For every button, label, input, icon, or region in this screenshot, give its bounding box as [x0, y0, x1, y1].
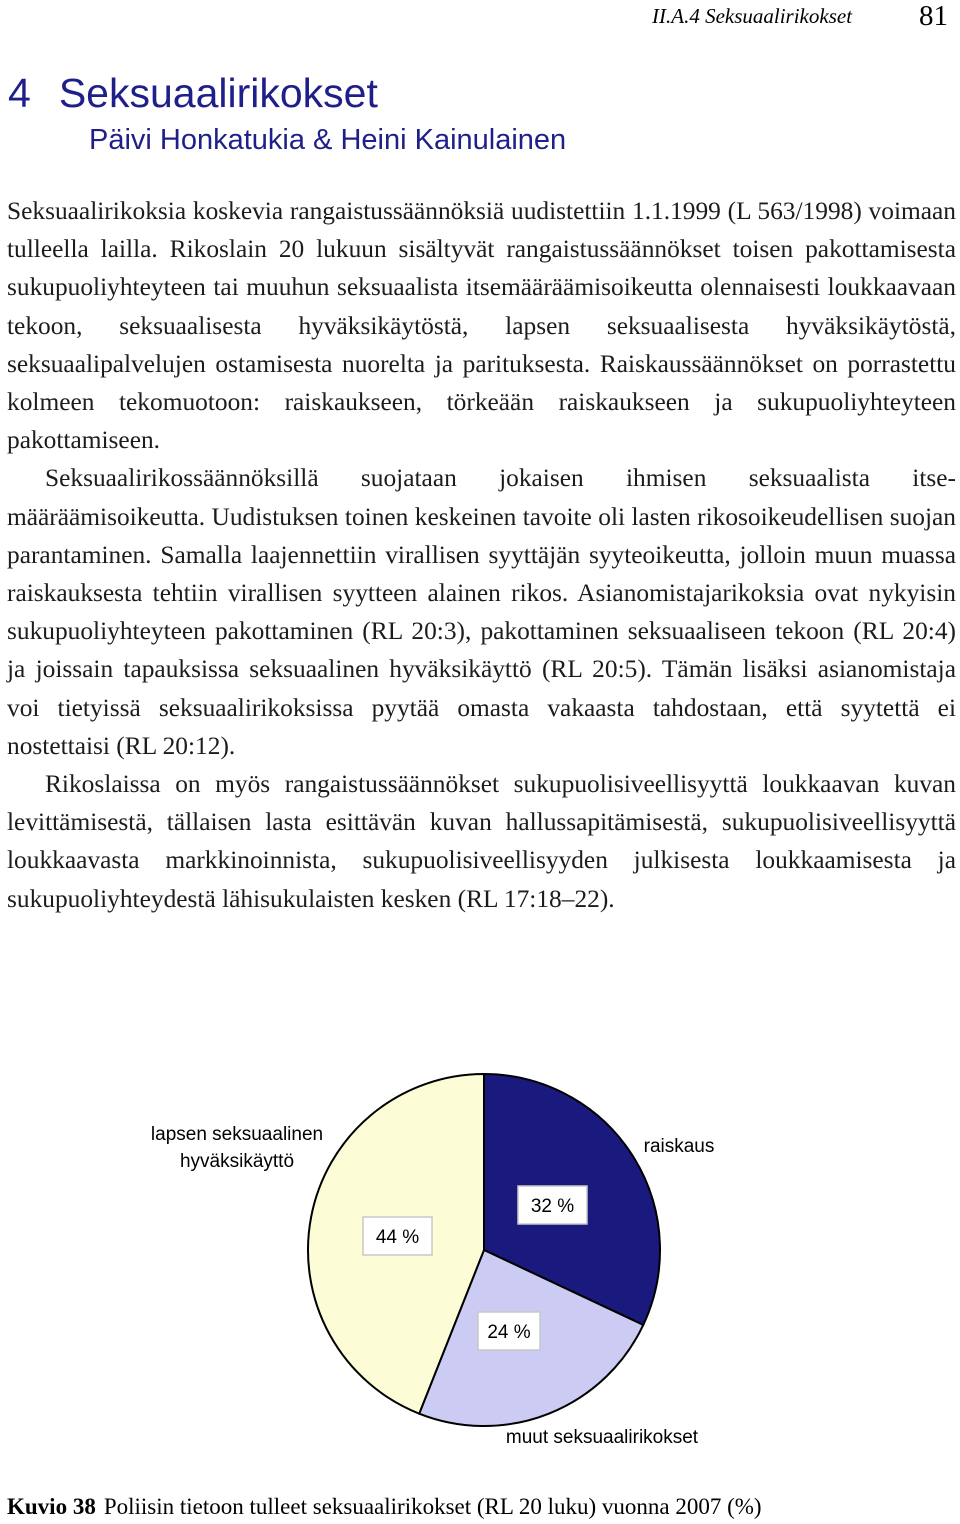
slice-label-lapsen: [151, 1124, 323, 1172]
caption-text: Poliisin tietoon tulleet seksuaalirikokset (RL 20 luku) vuonna 2007 (%): [103, 1494, 762, 1519]
slice-label-text: lapsen seksuaalinen: [150, 1124, 324, 1145]
pie-slices: [308, 1074, 660, 1426]
slice-label-text: muut seksuaalirikokset: [505, 1427, 699, 1448]
running-head: [652, 0, 948, 30]
data-label-text: 32 %: [530, 1196, 575, 1217]
slice-label-text: raiskaus: [643, 1136, 715, 1157]
data-label-text: 44 %: [375, 1227, 420, 1248]
chapter-heading: [8, 70, 378, 117]
chapter-number: 4: [8, 70, 31, 116]
slice-label-muut: [506, 1427, 699, 1448]
data-label-text: 24 %: [487, 1322, 531, 1343]
data-label-44: [363, 1217, 432, 1255]
paragraph: Rikoslaissa on myös rangaistussäännökset sukupuolisiveellisyyttä loukkaavan kuvan levittämisestä, tällaisen lasta esittävän kuvan hallussapitämisestä, sukupuolisiveellisyyttä loukkaavasta markkinoinnista, sukupuolisiveellisyyden julkisesta loukkaamisesta ja sukupuoliyhteydestä lähisukulaisten kesken (RL 17:18–22).: [7, 770, 956, 913]
slice-label-raiskaus: [644, 1136, 715, 1157]
pie-chart: [0, 1060, 960, 1480]
chapter-authors: Päivi Honkatukia & Heini Kainulainen: [89, 124, 567, 156]
data-label-32: [518, 1186, 587, 1224]
figure-caption: [7, 1494, 762, 1520]
data-label-24: [478, 1312, 540, 1350]
slice-label-text: hyväksikäyttö: [179, 1151, 295, 1172]
running-head-label: II.A.4 Seksuaalirikokset: [652, 4, 853, 28]
paragraph: Seksuaalirikossäännöksillä suojataan jokaisen ihmisen seksuaalista itsemääräämisoikeutta. Uudistuksen toinen keskeinen tavoite oli lasten rikosoikeudellisen suojan parantaminen. Samalla laajennettiin virallisen syyttäjän syyteoikeutta, jolloin muun muassa raiskauksesta tehtiin virallisen syytteen alainen rikos. Asianomistajarikoksia ovat nykyisin sukupuoliyhteyteen pakottaminen (RL 20:3), pakottaminen seksuaaliseen tekoon (RL 20:4) ja joissain tapauksissa seksuaalinen hyväksikäyttö (RL 20:5). Tämän lisäksi asianomistaja voi tietyissä seksuaalirikoksissa pyytää omasta vakaasta tahdostaan, että syytettä ei nostettaisi (RL 20:12).: [7, 464, 956, 760]
body-text: [7, 192, 956, 918]
paragraph: Seksuaalirikoksia koskevia rangaistussäännöksiä uudistettiin 1.1.1999 (L 563/1998) voimaan tulleella lailla. Rikoslain 20 lukuun sisältyvät rangaistussäännökset toisen pakottamisesta sukupuoliyhteyteen tai muuhun seksuaalista itsemääräämisoikeutta olennaisesti loukkaavaan tekoon, seksuaalisesta hyväksikäytöstä, lapsen seksuaalisesta hyväksikäytöstä, seksuaalipalvelujen ostamisesta nuorelta ja parituksesta. Raiskaussäännökset on porrastettu kolmeen tekomuotoon: raiskaukseen, törkeään raiskaukseen ja sukupuoliyhteyteen pakottamiseen.: [7, 197, 956, 455]
chapter-title: Seksuaalirikokset: [58, 70, 378, 116]
caption-label: Kuvio 38: [7, 1494, 96, 1519]
page-number: 81: [919, 0, 948, 32]
